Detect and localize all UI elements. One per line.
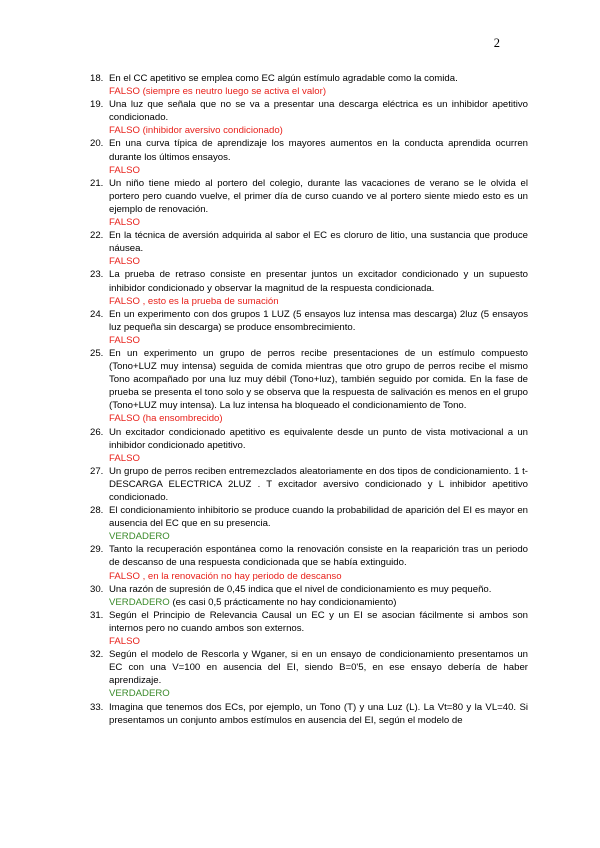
question-item [90,465,528,504]
question-number: 29. [90,544,104,556]
answer-verdict: FALSO (siempre es neutro luego se activa el valor) [109,86,327,98]
answer-text [109,412,528,425]
question-item [90,543,528,582]
answer-text [109,687,528,700]
question-text: Según el modelo de Rescorla y Wganer, si en un ensayo de condicionamiento presentamos un EC con una V=100 en ausencia del EI, siendo B=0'5, en ese ensayo debería de haber aprendizaje. [109,649,528,687]
question-number: 30. [90,583,104,595]
question-item [90,583,528,609]
question-item [90,609,528,648]
answer-text [109,452,528,465]
answer-verdict: FALSO [109,452,140,464]
question-item [90,98,528,137]
question-number: 19. [90,99,104,111]
answer-verdict: FALSO [109,217,140,229]
question-number: 31. [90,609,104,621]
question-item [90,177,528,229]
page-number: 2 [493,36,500,50]
answer-text [109,570,528,583]
question-number: 21. [90,177,104,189]
answer-text [109,635,528,648]
question-text: El condicionamiento inhibitorio se produce cuando la probabilidad de aparición del EI es mayor en ausencia del EC que en su presencia. [109,505,528,530]
answer-text [109,164,528,177]
answer-verdict: VERDADERO [109,531,170,543]
question-item [90,504,528,543]
question-item [90,347,528,426]
question-item [90,701,528,727]
answer-verdict: FALSO [109,636,140,648]
answer-verdict: FALSO [109,334,140,346]
question-text: Un grupo de perros reciben entremezclados aleatoriamente en dos tipos de condicionamiento. 1 t-DESCARGA ELECTRICA 2LUZ . T excitador aversivo condicionado y L inhibidor apetitivo condicionado. [109,465,528,503]
question-number: 23. [90,269,104,281]
answer-verdict: FALSO (ha ensombrecido) [109,413,223,425]
answer-verdict: FALSO (inhibidor aversivo condicionado) [109,125,283,137]
answer-text [109,530,528,543]
answer-text [109,596,528,609]
answer-text [109,216,528,229]
question-item [90,268,528,307]
answer-note: (es casi 0,5 prácticamente no hay condicionamiento) [169,596,397,608]
question-text: Un niño tiene miedo al portero del colegio, durante las vacaciones de verano se le olvida el portero pero cuando vuelve, el primer día de curso cuando ve al portero siente miedo esto es un ejemplo de renovación. [109,177,528,215]
question-text: Tanto la recuperación espontánea como la renovación consiste en la reaparición tras un periodo de descanso de una respuesta condicionada que se había extinguido. [109,544,528,569]
question-text: En la técnica de aversión adquirida al sabor el EC es cloruro de litio, una sustancia que produce náusea. [109,230,528,255]
question-number: 18. [90,73,104,84]
question-text: Un excitador condicionado apetitivo es equivalente desde un punto de vista motivacional a un inhibidor condicionado apetitivo. [109,426,528,451]
question-number: 24. [90,308,104,320]
question-number: 20. [90,138,104,150]
question-number: 22. [90,230,104,242]
question-number: 25. [90,347,104,359]
question-item [90,137,528,176]
question-text: Una luz que señala que no se va a presentar una descarga eléctrica es un inhibidor apetitivo condicionado. [109,99,528,124]
question-text: Según el Principio de Relevancia Causal un EC y un EI se asocian fácilmente si ambos son internos pero no cuando ambos son externos. [109,609,528,634]
answer-text [109,124,528,137]
question-text: En el CC apetitivo se emplea como EC algún estímulo agradable como la comida. [109,73,458,84]
answer-verdict: FALSO , esto es la prueba de sumación [109,295,279,307]
answer-text [109,295,528,308]
question-number: 32. [90,649,104,661]
answer-text [109,334,528,347]
question-text: En un experimento un grupo de perros recibe presentaciones de un estímulo compuesto (Tono+LUZ muy intensa) seguida de comida mientras que otro grupo de perros recibe el mismo Tono acompañado por una luz muy débil (Tono+luz), también seguido por comida. En la fase de prueba se presenta el tono solo y se observa que la respuesta de salivación es menos en el grupo (Tono+LUZ muy intensa). La luz intensa ha bloqueado el condicionamiento de Tono. [109,347,528,412]
answer-text [109,255,528,268]
question-text: Una razón de supresión de 0,45 indica que el nivel de condicionamiento es muy pequeño. [109,583,492,595]
answer-verdict: FALSO [109,256,140,268]
question-number: 27. [90,465,104,477]
answer-text [109,85,528,98]
question-number: 28. [90,505,104,517]
question-item [90,72,528,98]
answer-verdict: VERDADERO [109,688,170,700]
question-item [90,648,528,700]
question-number: 33. [90,701,104,713]
question-number: 26. [90,426,104,438]
question-text: En una curva típica de aprendizaje los mayores aumentos en la conducta aprendida ocurren durante los últimos ensayos. [109,138,528,163]
question-list [90,72,528,727]
question-text: La prueba de retraso consiste en presentar juntos un excitador condicionado y un supuesto inhibidor condicionado y observar la magnitud de la respuesta condicionada. [109,269,528,294]
question-item [90,426,528,465]
answer-verdict: VERDADERO [109,596,170,608]
answer-verdict: FALSO , en la renovación no hay periodo de descanso [109,570,342,582]
answer-verdict: FALSO [109,164,140,176]
question-text: En un experimento con dos grupos 1 LUZ (5 ensayos luz intensa mas descarga) 2luz (5 ensayos luz pequeña sin descarga) se produce ensombrecimiento. [109,308,528,333]
question-item [90,308,528,347]
question-text: Imagina que tenemos dos ECs, por ejemplo, un Tono (T) y una Luz (L). La Vt=80 y la VL=40. Si presentamos un conjunto ambos estímulos en ausencia del EI, según el modelo de [109,701,528,726]
question-item [90,229,528,268]
